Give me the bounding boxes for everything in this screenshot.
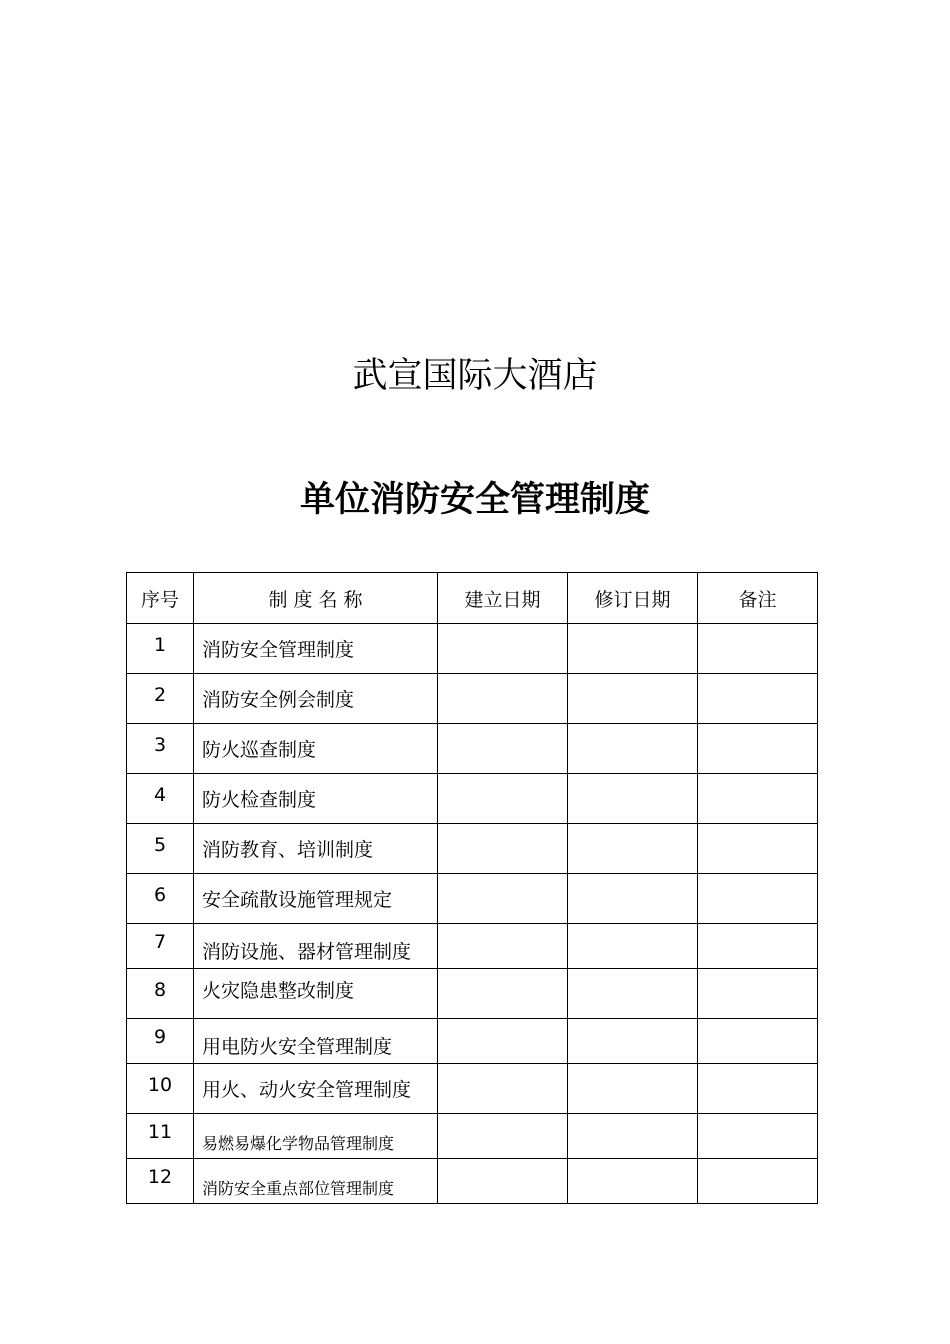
row-number: 12 — [127, 1159, 194, 1204]
header-established-date: 建立日期 — [438, 573, 568, 624]
organization-name: 武宣国际大酒店 — [352, 356, 598, 396]
table-row — [127, 1114, 818, 1159]
row-number: 9 — [127, 1019, 194, 1064]
regulation-name: 用火、动火安全管理制度 — [194, 1064, 438, 1114]
table-row — [127, 824, 818, 874]
remarks-cell — [698, 1064, 818, 1114]
table-row — [127, 1159, 818, 1204]
row-number: 6 — [127, 874, 194, 924]
revised-date-cell — [568, 924, 698, 969]
header-revised-date: 修订日期 — [568, 573, 698, 624]
regulation-name: 易燃易爆化学物品管理制度 — [194, 1114, 438, 1159]
revised-date-cell — [568, 1064, 698, 1114]
remarks-cell — [698, 874, 818, 924]
header-regulation-name: 制 度 名 称 — [194, 573, 438, 624]
established-date-cell — [438, 774, 568, 824]
established-date-cell — [438, 824, 568, 874]
established-date-cell — [438, 674, 568, 724]
regulation-name: 安全疏散设施管理规定 — [194, 874, 438, 924]
established-date-cell — [438, 1064, 568, 1114]
remarks-cell — [698, 724, 818, 774]
revised-date-cell — [568, 774, 698, 824]
established-date-cell — [438, 624, 568, 674]
remarks-cell — [698, 969, 818, 1019]
table-row — [127, 624, 818, 674]
header-serial-number: 序号 — [127, 573, 194, 624]
established-date-cell — [438, 1019, 568, 1064]
row-number: 1 — [127, 624, 194, 674]
row-number: 11 — [127, 1114, 194, 1159]
regulations-table — [126, 572, 818, 1204]
revised-date-cell — [568, 1114, 698, 1159]
revised-date-cell — [568, 1159, 698, 1204]
revised-date-cell — [568, 674, 698, 724]
revised-date-cell — [568, 969, 698, 1019]
established-date-cell — [438, 874, 568, 924]
document-title: 单位消防安全管理制度 — [299, 480, 650, 520]
table-row — [127, 1064, 818, 1114]
established-date-cell — [438, 969, 568, 1019]
row-number: 5 — [127, 824, 194, 874]
remarks-cell — [698, 674, 818, 724]
row-number: 2 — [127, 674, 194, 724]
row-number: 3 — [127, 724, 194, 774]
regulation-name: 防火检查制度 — [194, 774, 438, 824]
remarks-cell — [698, 924, 818, 969]
table-row — [127, 924, 818, 969]
table-row — [127, 774, 818, 824]
established-date-cell — [438, 1114, 568, 1159]
established-date-cell — [438, 924, 568, 969]
row-number: 4 — [127, 774, 194, 824]
regulation-name: 消防设施、器材管理制度 — [194, 924, 438, 969]
regulation-name: 消防安全例会制度 — [194, 674, 438, 724]
regulation-name: 火灾隐患整改制度 — [194, 969, 438, 1019]
table-row — [127, 724, 818, 774]
table-row — [127, 969, 818, 1019]
table-row — [127, 874, 818, 924]
row-number: 10 — [127, 1064, 194, 1114]
regulation-name: 消防安全管理制度 — [194, 624, 438, 674]
remarks-cell — [698, 1159, 818, 1204]
row-number: 7 — [127, 924, 194, 969]
revised-date-cell — [568, 824, 698, 874]
remarks-cell — [698, 1019, 818, 1064]
regulation-name: 消防安全重点部位管理制度 — [194, 1159, 438, 1204]
remarks-cell — [698, 624, 818, 674]
table-row — [127, 1019, 818, 1064]
revised-date-cell — [568, 1019, 698, 1064]
table-row — [127, 674, 818, 724]
established-date-cell — [438, 724, 568, 774]
header-remarks: 备注 — [698, 573, 818, 624]
row-number: 8 — [127, 969, 194, 1019]
regulation-name: 防火巡查制度 — [194, 724, 438, 774]
regulation-name: 消防教育、培训制度 — [194, 824, 438, 874]
regulation-name: 用电防火安全管理制度 — [194, 1019, 438, 1064]
revised-date-cell — [568, 874, 698, 924]
revised-date-cell — [568, 724, 698, 774]
remarks-cell — [698, 1114, 818, 1159]
revised-date-cell — [568, 624, 698, 674]
remarks-cell — [698, 774, 818, 824]
established-date-cell — [438, 1159, 568, 1204]
table-header-row — [127, 573, 818, 624]
remarks-cell — [698, 824, 818, 874]
